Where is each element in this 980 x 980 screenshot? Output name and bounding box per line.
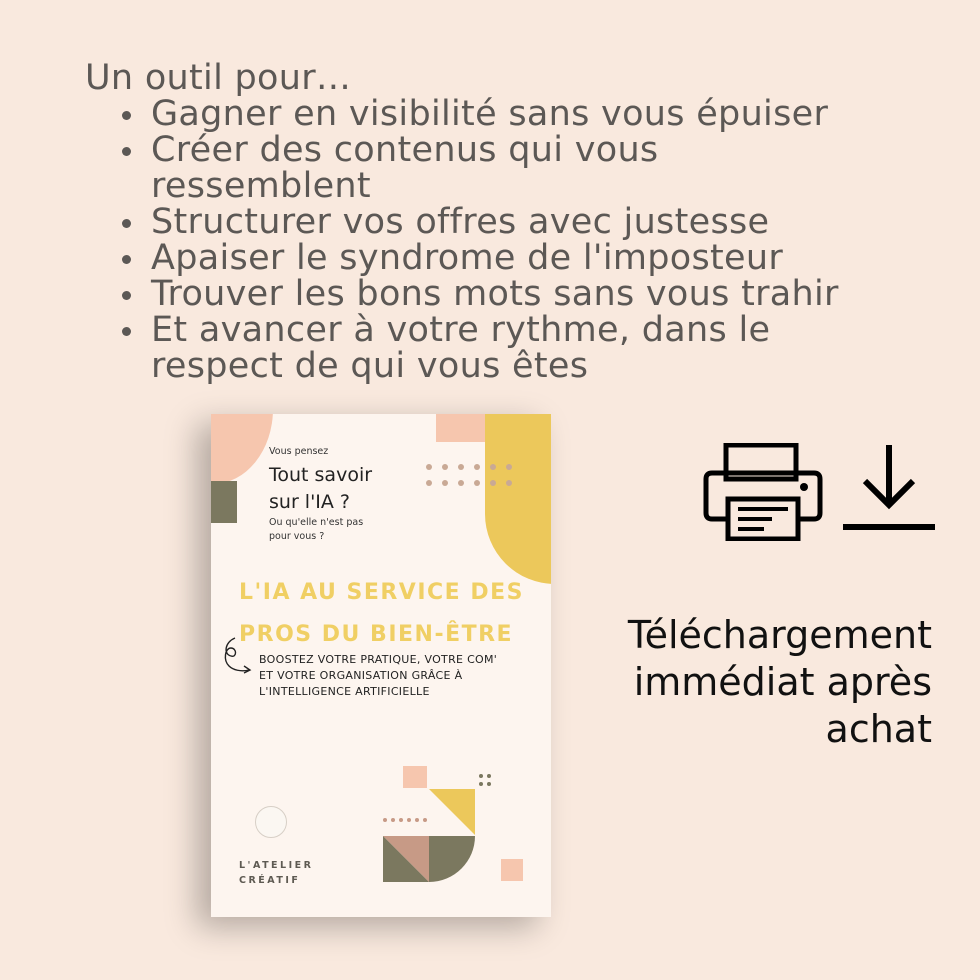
- cover-description-line: BOOSTEZ VOTRE PRATIQUE, VOTRE COM': [259, 653, 498, 666]
- cover-subtitle: [269, 516, 363, 544]
- intro-text: Un outil pour…: [85, 58, 352, 98]
- cover-hand-line: sur l'IA ?: [269, 491, 351, 513]
- benefit-list: [118, 96, 918, 384]
- benefit-item: Trouver les bons mots sans vous trahir: [118, 276, 918, 312]
- cover-subtitle-line: Ou qu'elle n'est pas: [269, 517, 364, 528]
- decor-peach-circle: [211, 414, 273, 484]
- benefit-item: Gagner en visibilité sans vous épuiser: [118, 96, 918, 132]
- decor-dot-grid: [426, 464, 512, 488]
- decor-peach-square: [501, 859, 523, 881]
- printer-icon: [702, 443, 824, 541]
- cover-pretitle: Vous pensez: [269, 446, 329, 457]
- download-notice-line: immédiat après: [633, 660, 932, 704]
- decor-olive-quarter: [429, 836, 475, 882]
- cover-subtitle-line: pour vous ?: [269, 531, 325, 542]
- cover-title-line: L'IA AU SERVICE DES: [239, 580, 524, 605]
- decor-olive-block: [211, 481, 237, 523]
- cover-description-line: L'INTELLIGENCE ARTIFICIELLE: [259, 685, 430, 698]
- cover-description-line: ET VOTRE ORGANISATION GRÂCE À: [259, 669, 463, 682]
- download-notice-line: achat: [825, 707, 932, 751]
- cover-main-title: [239, 572, 539, 656]
- ebook-cover[interactable]: [211, 414, 551, 917]
- decor-yellow-arch: [485, 414, 551, 584]
- cover-brand: [239, 858, 313, 888]
- cover-hand-line: Tout savoir: [269, 464, 373, 486]
- cover-title-line: PROS DU BIEN-ÊTRE: [239, 622, 514, 647]
- download-icon: [843, 443, 935, 535]
- decor-peach-square: [403, 766, 427, 788]
- brand-logo: [255, 806, 287, 838]
- download-notice-line: Téléchargement: [627, 613, 932, 657]
- cover-description: [259, 652, 544, 700]
- cover-brand-line: CRÉATIF: [239, 875, 301, 886]
- benefit-item: Et avancer à votre rythme, dans le respect de qui vous êtes: [118, 312, 831, 384]
- benefit-item: Créer des contenus qui vous ressemblent: [118, 132, 711, 204]
- curly-arrow-icon: [219, 636, 259, 680]
- decor-peach-square: [436, 414, 486, 442]
- benefit-item: Structurer vos offres avec justesse: [118, 204, 918, 240]
- cover-brand-line: L'ATELIER: [239, 860, 314, 871]
- download-notice: [602, 612, 932, 753]
- decor-yellow-triangle: [429, 789, 475, 835]
- benefit-item: Apaiser le syndrome de l'imposteur: [118, 240, 918, 276]
- cover-hand-title: [269, 462, 372, 516]
